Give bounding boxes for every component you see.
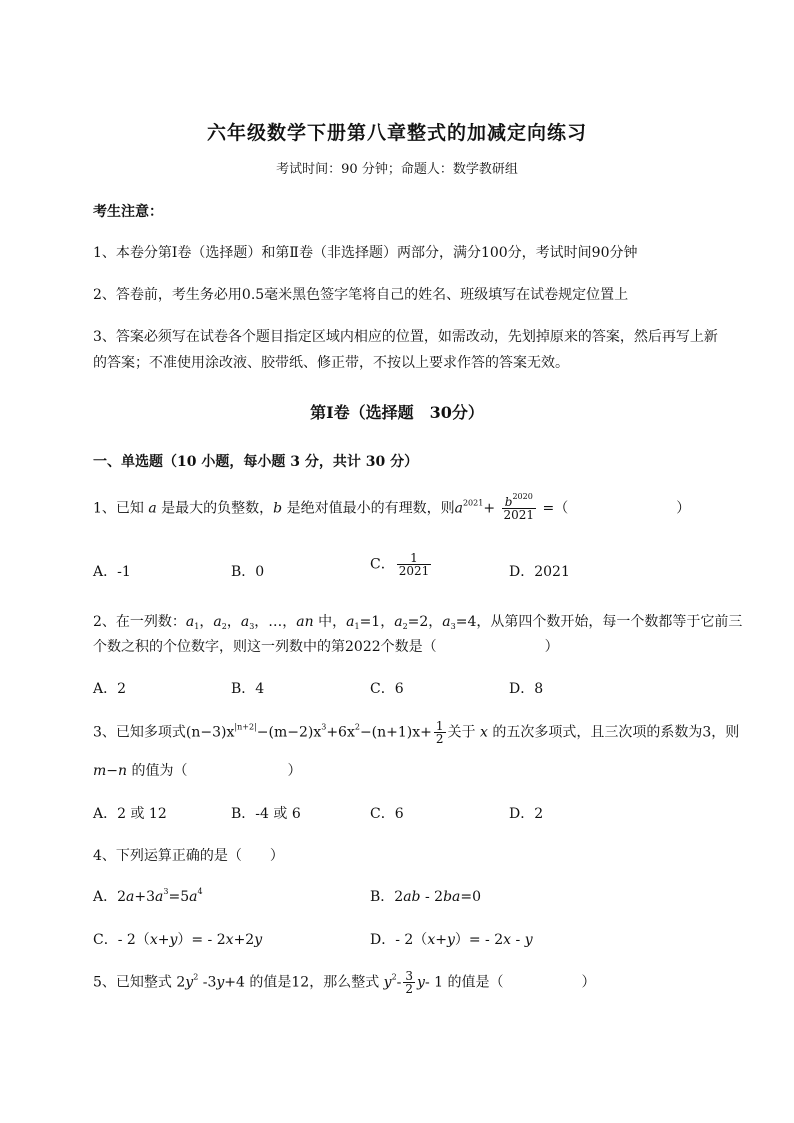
q2-option-c[interactable]: C．6 [370, 681, 404, 697]
q3-option-d[interactable]: D．2 [509, 806, 544, 822]
question-2-stem: 2、在一列数：$a_1$，$a_2$，$a_3$，…，an 中，$a_1=1$，$a_2=2$，$a_3=4$，从第四个数开始，每一个数都等于它前三 [93, 614, 743, 631]
q1-option-b[interactable]: B．0 [231, 564, 265, 580]
question-1-stem: 1、已知 a 是最大的负整数，b 是绝对值最小的有理数，则$a^{2021}+$ $\frac{b^{2020}}{2021}$ =（ ） [93, 492, 691, 522]
q1-option-d[interactable]: D．2021 [509, 564, 570, 580]
notice-item-1: 1、本卷分第Ⅰ卷（选择题）和第Ⅱ卷（非选择题）两部分，满分100分，考试时间90分钟 [93, 245, 638, 261]
notice-item-3: 3、答案必须写在试卷各个题目指定区域内相应的位置，如需改动，先划掉原来的答案，然后再写上新 [93, 329, 718, 345]
exam-info: 考试时间：90 分钟；命题人：数学教研组 [276, 162, 518, 177]
q4-option-d[interactable]: D．- 2（x+y）= - 2x - y [370, 932, 533, 948]
question-5-stem: 5、已知整式 $2y^2$ -3y+4 的值是12，那么整式 $y^2-$ $\frac{3}{2}$ y- 1 的值是（ ） [93, 969, 596, 996]
q1-option-a[interactable]: A．-1 [93, 564, 131, 580]
question-3-stem-line2: m−n 的值为（ ） [93, 763, 302, 779]
q2-option-d[interactable]: D．8 [509, 681, 544, 697]
q4-option-a[interactable]: A．$2a+3a^3=5a^4$ [93, 887, 203, 905]
q2-option-b[interactable]: B．4 [231, 681, 265, 697]
notice-item-2: 2、答卷前，考生务必用0.5毫米黑色签字笔将自己的姓名、班级填写在试卷规定位置上 [93, 287, 629, 303]
q3-option-a[interactable]: A．2 或 12 [93, 806, 167, 822]
q3-option-c[interactable]: C．6 [370, 806, 404, 822]
fraction: $\frac{b^{2020}}{2021}$ [503, 492, 535, 522]
question-4-stem: 4、下列运算正确的是（ ） [93, 848, 284, 864]
section-title: 第Ⅰ卷（选择题 30分） [310, 403, 484, 422]
q4-option-b[interactable]: B．2ab - 2ba=0 [370, 889, 482, 905]
part-heading: 一、单选题（10 小题，每小题 3 分，共计 30 分） [93, 454, 419, 470]
q3-option-b[interactable]: B．-4 或 6 [231, 806, 301, 822]
notice-heading: 考生注意： [93, 204, 163, 220]
page-title: 六年级数学下册第八章整式的加减定向练习 [206, 122, 587, 144]
notice-item-3-continued: 的答案；不准使用涂改液、胶带纸、修正带，不按以上要求作答的答案无效。 [93, 355, 569, 371]
question-3-stem: 3、已知多项式$(n-3)x^{|n+2|}-(m-2)x^3+6x^2-(n+1)x+$ $\frac{1}{2}$ 关于 x 的五次多项式，且三次项的系数为3，则 [93, 719, 740, 746]
q1-option-c[interactable]: C． $\frac{1}{2021}$ [370, 551, 430, 578]
question-2-stem-line2: 个数之积的个位数字，则这一列数中的第2022个数是（ ） [93, 639, 559, 655]
q4-option-c[interactable]: C．- 2（x+y）= - 2x+2y [93, 932, 263, 948]
q2-option-a[interactable]: A．2 [93, 681, 127, 697]
